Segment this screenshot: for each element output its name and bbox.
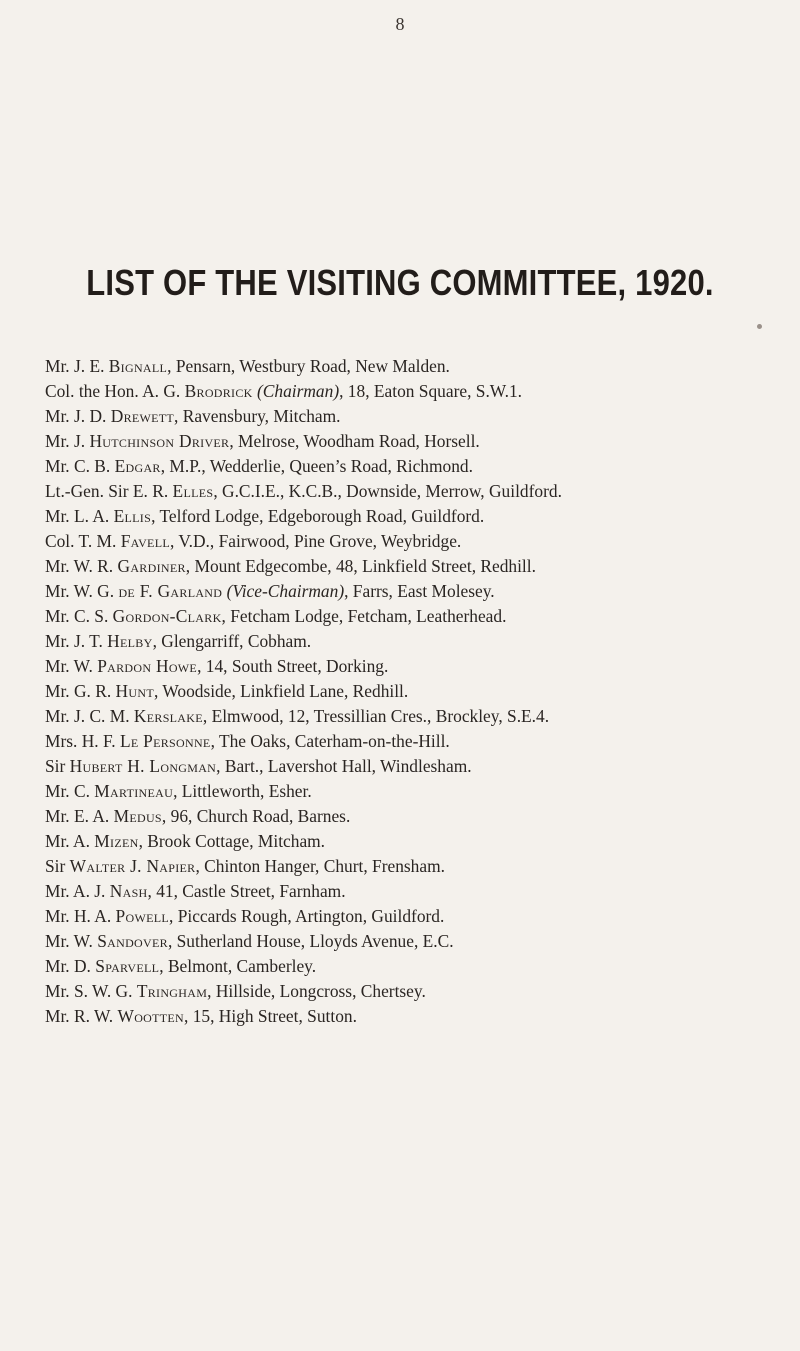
member-title: Mr. J. bbox=[45, 431, 90, 451]
member-title: Lt.-Gen. Sir E. R. bbox=[45, 481, 173, 501]
committee-member-entry bbox=[45, 754, 765, 779]
member-name: Gordon-Clark bbox=[112, 606, 222, 626]
committee-list bbox=[45, 354, 765, 1029]
member-name: Kerslake bbox=[133, 706, 203, 726]
member-title: Mr. J. E. bbox=[45, 356, 109, 376]
member-title: Mr. C. B. bbox=[45, 456, 115, 476]
member-address: , Woodside, Linkfield Lane, Redhill. bbox=[153, 681, 409, 701]
member-name: Tringham bbox=[136, 981, 208, 1001]
member-title: Col. the Hon. A. G. bbox=[45, 381, 185, 401]
member-name: de F. Garland bbox=[118, 581, 223, 601]
member-title: Sir bbox=[45, 856, 70, 876]
committee-member-entry bbox=[45, 929, 765, 954]
member-address: , Mount Edgecombe, 48, Linkfield Street, Redhill. bbox=[185, 556, 536, 576]
member-address: , Farrs, East Molesey. bbox=[344, 581, 495, 601]
member-title: Mr. W. G. bbox=[45, 581, 119, 601]
member-title: Mr. J. T. bbox=[45, 631, 108, 651]
member-name: Nash bbox=[109, 881, 148, 901]
member-address: , 18, Eaton Square, S.W.1. bbox=[339, 381, 523, 401]
committee-member-entry bbox=[45, 554, 765, 579]
member-name: Pardon Howe bbox=[97, 656, 198, 676]
member-name: Brodrick bbox=[184, 381, 253, 401]
member-title: Mr. E. A. bbox=[45, 806, 114, 826]
member-title: Sir bbox=[45, 756, 70, 776]
member-address: , 96, Church Road, Barnes. bbox=[161, 806, 351, 826]
page-number: 8 bbox=[395, 14, 405, 34]
member-name: Elles bbox=[172, 481, 214, 501]
member-role: (Vice-Chairman) bbox=[226, 581, 345, 601]
member-title: Mrs. H. F. bbox=[45, 731, 120, 751]
member-title: Mr. J. C. M. bbox=[45, 706, 134, 726]
member-address: , Ravensbury, Mitcham. bbox=[174, 406, 341, 426]
member-title: Mr. A. bbox=[45, 831, 95, 851]
member-name: Martineau bbox=[94, 781, 174, 801]
member-title: Mr. A. J. bbox=[45, 881, 110, 901]
committee-member-entry bbox=[45, 379, 765, 404]
committee-member-entry bbox=[45, 704, 765, 729]
member-name: Le Personne bbox=[119, 731, 211, 751]
member-name: Wootten bbox=[117, 1006, 184, 1026]
member-title: Mr. H. A. bbox=[45, 906, 116, 926]
member-address: , The Oaks, Caterham-on-the-Hill. bbox=[210, 731, 450, 751]
page-title: LIST OF THE VISITING COMMITTEE, 1920. bbox=[86, 262, 714, 304]
member-address: , Elmwood, 12, Tressillian Cres., Brockley, S.E.4. bbox=[202, 706, 550, 726]
member-address: , V.D., Fairwood, Pine Grove, Weybridge. bbox=[169, 531, 462, 551]
member-name: Ellis bbox=[113, 506, 152, 526]
member-name: Sandover bbox=[97, 931, 168, 951]
committee-member-entry bbox=[45, 454, 765, 479]
committee-member-entry bbox=[45, 629, 765, 654]
committee-member-entry bbox=[45, 604, 765, 629]
committee-member-entry bbox=[45, 904, 765, 929]
member-name: Bignall bbox=[108, 356, 168, 376]
member-address: , Glengarriff, Cobham. bbox=[152, 631, 312, 651]
member-address: , Belmont, Camberley. bbox=[159, 956, 317, 976]
member-name: Hutchinson Driver bbox=[89, 431, 230, 451]
committee-member-entry bbox=[45, 804, 765, 829]
committee-member-entry bbox=[45, 779, 765, 804]
committee-member-entry bbox=[45, 579, 765, 604]
committee-member-entry bbox=[45, 654, 765, 679]
member-address: , Melrose, Woodham Road, Horsell. bbox=[229, 431, 480, 451]
member-role: (Chairman) bbox=[256, 381, 340, 401]
committee-member-entry bbox=[45, 1004, 765, 1029]
committee-member-entry bbox=[45, 879, 765, 904]
member-name: Helby bbox=[107, 631, 153, 651]
member-name: Walter J. Napier bbox=[69, 856, 196, 876]
member-address: , Pensarn, Westbury Road, New Malden. bbox=[167, 356, 450, 376]
member-title: Mr. W. bbox=[45, 656, 98, 676]
member-title: Mr. R. W. bbox=[45, 1006, 118, 1026]
member-address: , G.C.I.E., K.C.B., Downside, Merrow, Guildford. bbox=[213, 481, 562, 501]
member-title: Mr. L. A. bbox=[45, 506, 114, 526]
member-address: , Littleworth, Esher. bbox=[173, 781, 312, 801]
member-title: Mr. C. S. bbox=[45, 606, 113, 626]
committee-member-entry bbox=[45, 854, 765, 879]
committee-member-entry bbox=[45, 354, 765, 379]
member-address: , Piccards Rough, Artington, Guildford. bbox=[169, 906, 445, 926]
member-name: Gardiner bbox=[117, 556, 186, 576]
member-address: , Bart., Lavershot Hall, Windlesham. bbox=[216, 756, 472, 776]
committee-member-entry bbox=[45, 479, 765, 504]
committee-member-entry bbox=[45, 954, 765, 979]
member-address: , 15, High Street, Sutton. bbox=[184, 1006, 357, 1026]
committee-member-entry bbox=[45, 679, 765, 704]
member-title: Mr. W. R. bbox=[45, 556, 118, 576]
member-address: , 14, South Street, Dorking. bbox=[197, 656, 389, 676]
member-name: Powell bbox=[115, 906, 170, 926]
committee-member-entry bbox=[45, 729, 765, 754]
member-name: Favell bbox=[120, 531, 170, 551]
member-title: Mr. G. R. bbox=[45, 681, 116, 701]
member-title: Col. T. M. bbox=[45, 531, 121, 551]
committee-member-entry bbox=[45, 979, 765, 1004]
committee-member-entry bbox=[45, 404, 765, 429]
member-address: , Chinton Hanger, Churt, Frensham. bbox=[195, 856, 445, 876]
committee-member-entry bbox=[45, 504, 765, 529]
member-name: Hubert H. Longman bbox=[69, 756, 217, 776]
member-title: Mr. W. bbox=[45, 931, 98, 951]
committee-member-entry bbox=[45, 529, 765, 554]
member-name: Drewett bbox=[110, 406, 175, 426]
paper-speck bbox=[757, 324, 762, 329]
member-address: , Telford Lodge, Edgeborough Road, Guildford. bbox=[151, 506, 485, 526]
member-address: , 41, Castle Street, Farnham. bbox=[147, 881, 346, 901]
member-name: Edgar bbox=[114, 456, 161, 476]
member-address: , Fetcham Lodge, Fetcham, Leatherhead. bbox=[221, 606, 507, 626]
member-name: Hunt bbox=[115, 681, 154, 701]
member-name: Medus bbox=[113, 806, 162, 826]
member-title: Mr. J. D. bbox=[45, 406, 111, 426]
member-name: Sparvell bbox=[95, 956, 160, 976]
committee-member-entry bbox=[45, 829, 765, 854]
member-title: Mr. D. bbox=[45, 956, 96, 976]
member-address: , Hillside, Longcross, Chertsey. bbox=[207, 981, 426, 1001]
member-address: , Brook Cottage, Mitcham. bbox=[138, 831, 326, 851]
member-name: Mizen bbox=[94, 831, 139, 851]
member-address: , Sutherland House, Lloyds Avenue, E.C. bbox=[167, 931, 454, 951]
member-address: , M.P., Wedderlie, Queen’s Road, Richmond. bbox=[160, 456, 473, 476]
member-title: Mr. S. W. G. bbox=[45, 981, 137, 1001]
member-title: Mr. C. bbox=[45, 781, 95, 801]
committee-member-entry bbox=[45, 429, 765, 454]
